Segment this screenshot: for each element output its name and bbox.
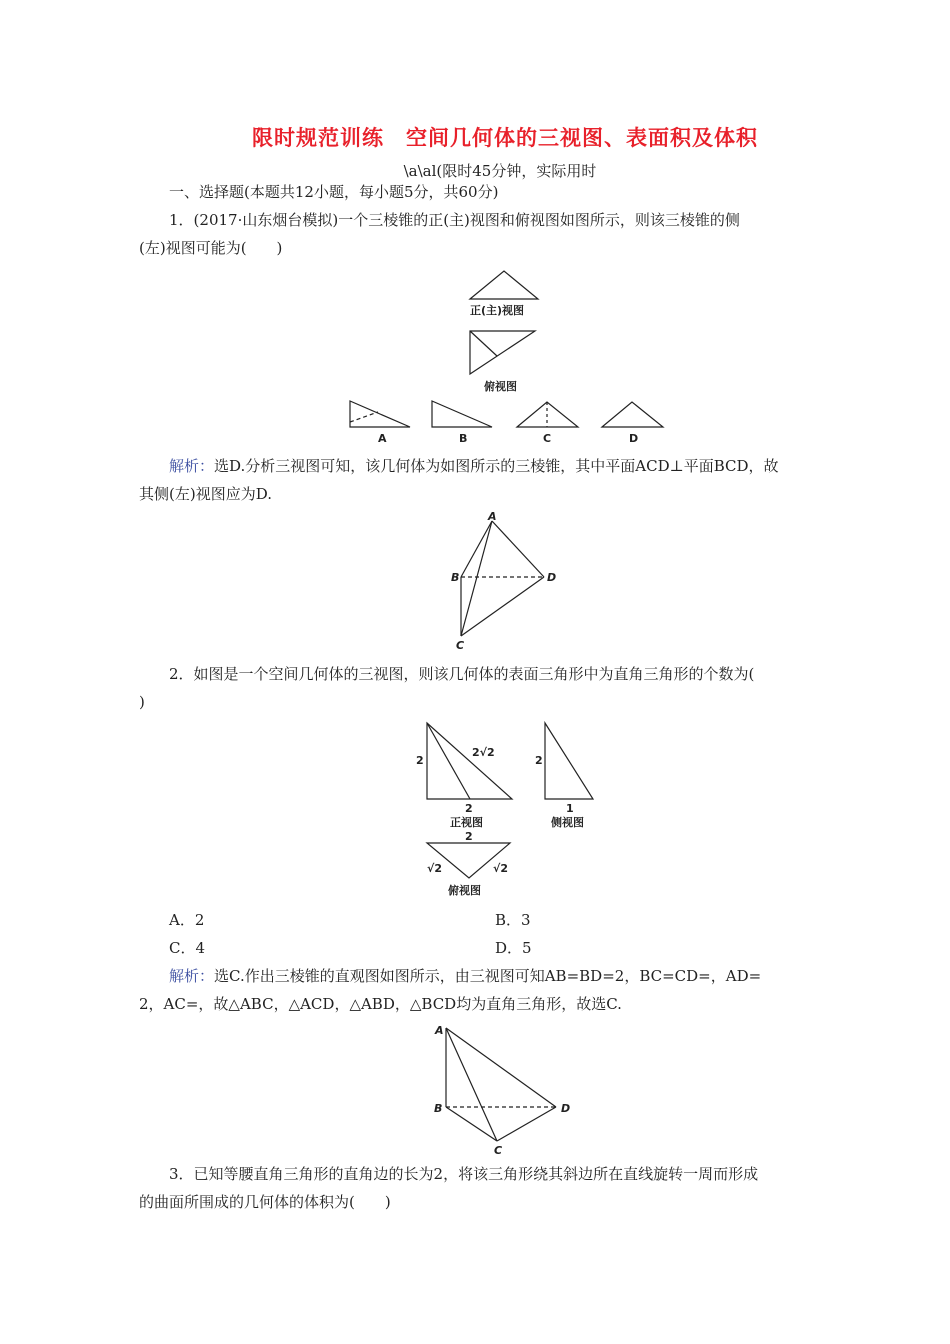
q2-stem-line1: 2．如图是一个空间几何体的三视图，则该几何体的表面三角形中为直角三角形的个数为( <box>169 665 755 683</box>
q1-solid-edge-ac <box>461 521 492 636</box>
q1-point-a: A <box>488 510 497 523</box>
q2-side-height-label: 2 <box>535 754 543 767</box>
q1-option-c-label: C <box>543 432 552 445</box>
q3-stem-line1: 3．已知等腰直角三角形的直角边的长为2，将该三角形绕其斜边所在直线旋转一周而形成 <box>169 1165 759 1183</box>
q2-point-c: C <box>494 1144 503 1157</box>
q2-side-base-label: 1 <box>566 802 574 815</box>
q1-stem-line2: (左)视图可能为( ) <box>139 239 283 257</box>
q2-choice-a: A．2 <box>169 911 205 929</box>
q1-option-d-shape <box>602 402 663 427</box>
q1-top-view-label: 俯视图 <box>484 380 517 393</box>
q1-solid-edge-ab <box>461 521 492 577</box>
q2-stem-line2: ) <box>139 693 145 711</box>
q2-top-view-label: 俯视图 <box>448 884 481 897</box>
q2-front-view-label: 正视图 <box>450 816 483 829</box>
q1-point-c: C <box>456 639 465 652</box>
q1-option-a-shape <box>350 401 410 427</box>
q1-front-view-label: 正(主)视图 <box>470 304 525 317</box>
q2-choice-b: B．3 <box>495 911 531 929</box>
q1-solid-edge-ad <box>492 521 544 577</box>
q2-point-d: D <box>561 1102 571 1115</box>
q2-side-view-triangle <box>545 723 593 799</box>
q1-option-b-label: B <box>459 432 468 445</box>
q2-side-view-label: 侧视图 <box>551 816 584 829</box>
q1-point-b: B <box>451 571 460 584</box>
q1-option-b-shape <box>432 401 492 427</box>
q1-option-d-label: D <box>629 432 639 445</box>
q1-solid-edge-cd <box>461 577 544 636</box>
q1-option-a-label: A <box>378 432 387 445</box>
q2-solution-text: 选C.作出三棱锥的直观图如图所示，由三视图可知AB=BD=2，BC=CD=，AD= <box>214 967 762 985</box>
q2-point-a: A <box>435 1024 444 1037</box>
q2-choice-c: C．4 <box>169 939 206 957</box>
q2-solid-edge-ad <box>446 1028 556 1107</box>
q1-front-view-triangle <box>470 271 538 299</box>
q2-choice-d: D．5 <box>495 939 532 957</box>
q1-solution-line2: 其侧(左)视图应为D. <box>139 485 272 503</box>
page-title: 限时规范训练 空间几何体的三视图、表面积及体积 <box>252 126 758 150</box>
q1-point-d: D <box>547 571 557 584</box>
q1-stem-line1: 1．(2017·山东烟台模拟)一个三棱锥的正(主)视图和俯视图如图所示，则该三棱锥的侧 <box>169 211 740 229</box>
time-limit-note: \a\al(限时45分钟，实际用时 <box>403 162 597 180</box>
q1-option-a-dashed <box>350 412 378 422</box>
q2-top-right-label: √2 <box>493 862 508 875</box>
q2-solid-edge-cd <box>497 1107 556 1141</box>
q1-top-view-edge <box>470 331 497 356</box>
q2-front-hypotenuse-label: 2√2 <box>472 746 495 759</box>
q1-solution-label: 解析： <box>169 457 215 475</box>
q2-front-base-label: 2 <box>465 802 473 815</box>
q2-top-left-label: √2 <box>427 862 442 875</box>
q2-solution-label: 解析： <box>169 967 215 985</box>
q2-top-width-label: 2 <box>465 830 473 843</box>
q1-top-view-triangle <box>470 331 535 374</box>
q2-front-view-triangle <box>427 723 512 799</box>
q2-point-b: B <box>434 1102 443 1115</box>
q2-front-height-label: 2 <box>416 754 424 767</box>
section-heading: 一、选择题(本题共12小题，每小题5分，共60分) <box>169 183 499 201</box>
q2-front-view-inner-edge <box>427 723 470 799</box>
q1-solution-text: 选D.分析三视图可知，该几何体为如图所示的三棱锥，其中平面ACD⊥平面BCD，故 <box>214 457 779 475</box>
q3-stem-line2: 的曲面所围成的几何体的体积为( ) <box>139 1193 391 1211</box>
q2-solution-line2: 2，AC=，故△ABC，△ACD，△ABD，△BCD均为直角三角形，故选C. <box>139 995 622 1013</box>
